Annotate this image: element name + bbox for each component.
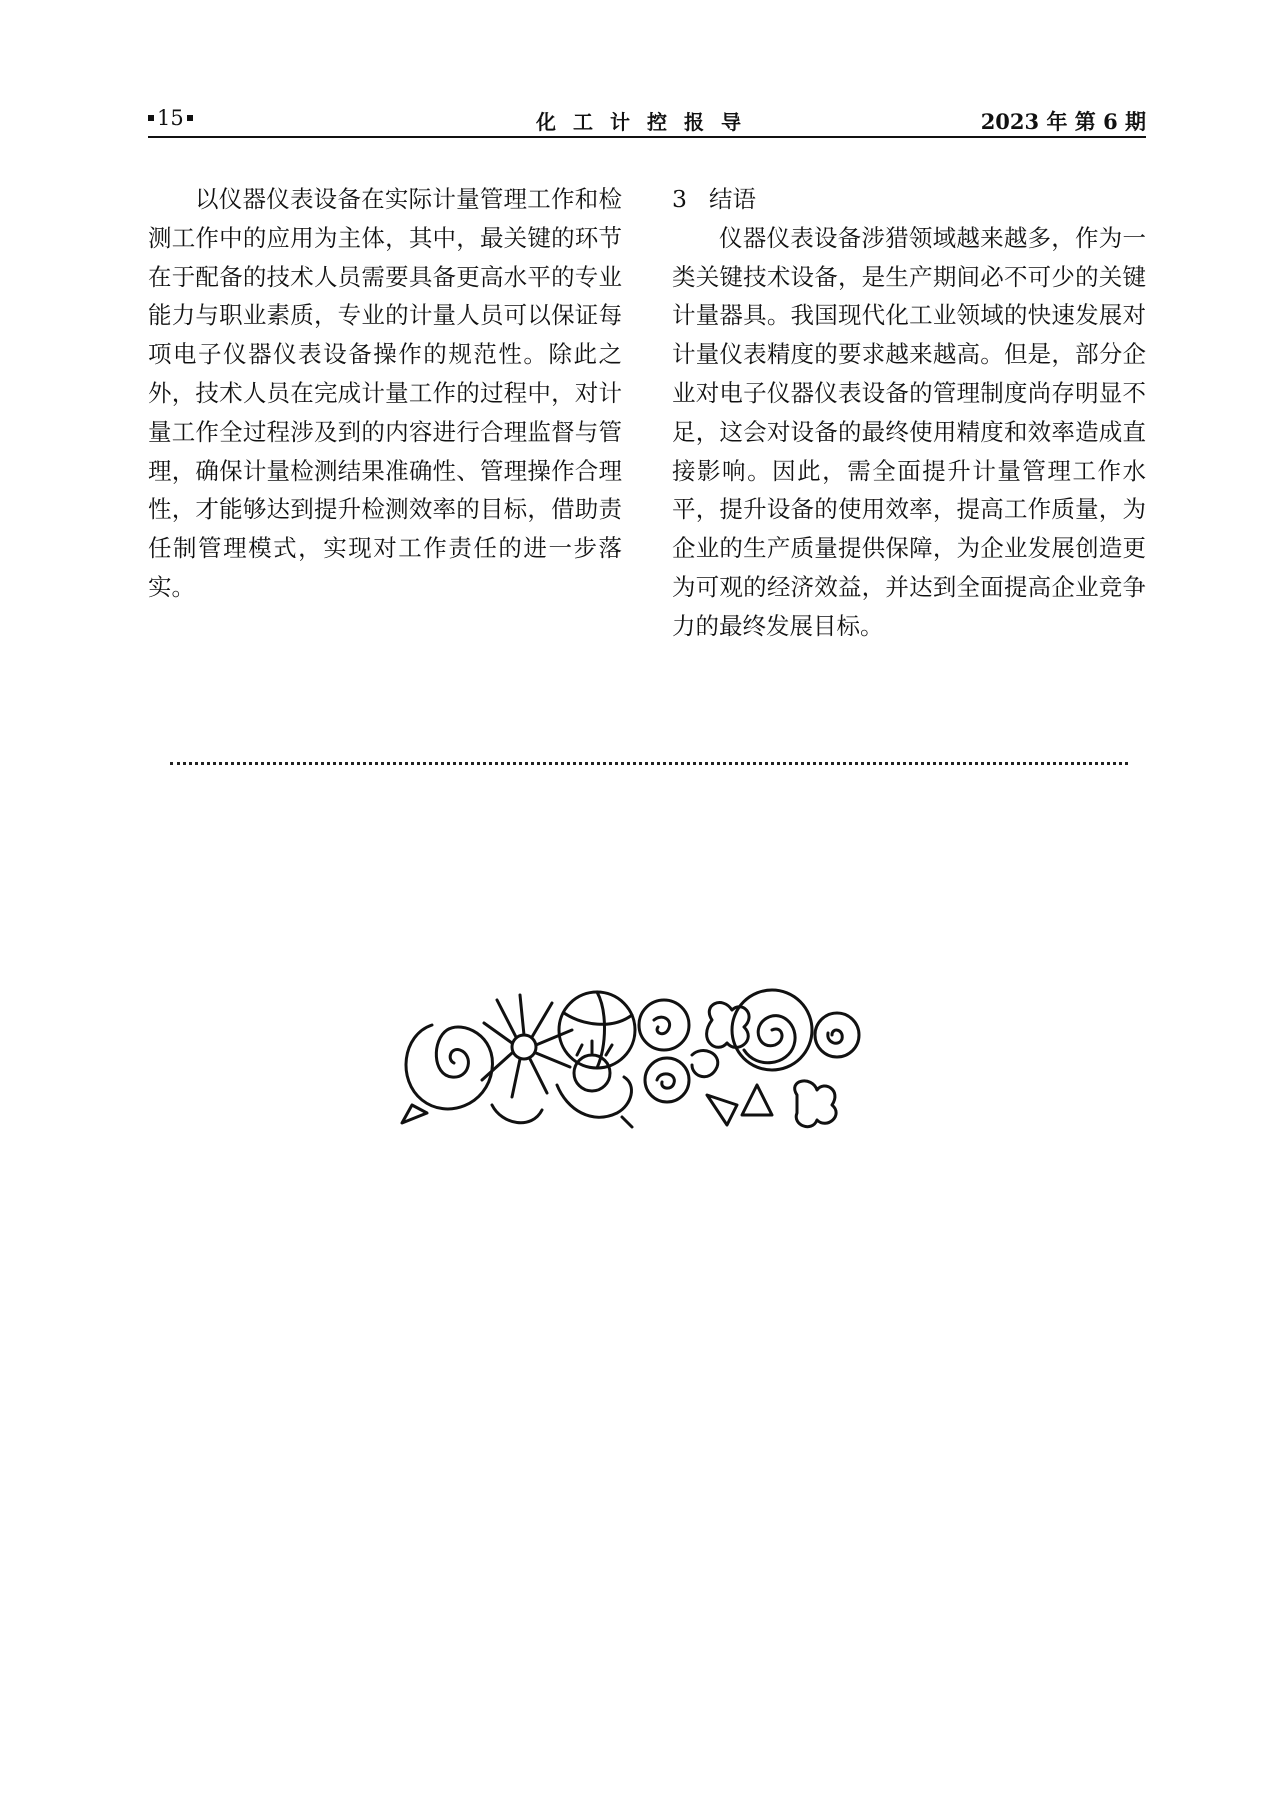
header-rule [148,136,1146,138]
left-column [148,180,622,607]
page-header [148,104,1146,136]
floral-ornament-icon [392,985,862,1135]
conclusion-paragraph: 仪器仪表设备涉猎领域越来越多，作为一类关键技术设备，是生产期间必不可少的关键计量器具。我国现代化工业领域的快速发展对计量仪表精度的要求越来越高。但是，部分企业对电子仪器仪表设备的管理制度尚存明显不足，这会对设备的最终使用精度和效率造成直接影响。因此，需全面提升计量管理工作水平，提升设备的使用效率，提高工作质量，为企业的生产质量提供保障，为企业发展创造更为可观的经济效益，并达到全面提高企业竞争力的最终发展目标。 [672,223,1146,640]
body-paragraph: 以仪器仪表设备在实际计量管理工作和检测工作中的应用为主体，其中，最关键的环节在于配备的技术人员需要具备更高水平的专业能力与职业素质，专业的计量人员可以保证每项电子仪器仪表设备操作的规范性。除此之外，技术人员在完成计量工作的过程中，对计量工作全过程涉及到的内容进行合理监督与管理，确保计量检测结果准确性、管理操作合理性，才能够达到提升检测效率的目标，借助责任制管理模式，实现对工作责任的进一步落实。 [148,185,622,601]
section-title: 结语 [708,185,756,213]
page-number-text: 15 [157,106,184,130]
right-column [672,180,1146,646]
section-heading [672,180,1146,219]
journal-title: 化工计控报导 [536,110,758,134]
issue-info: 2023 年 第 6 期 [980,109,1146,134]
dotted-divider [170,762,1128,765]
section-number: 3 [672,185,687,213]
